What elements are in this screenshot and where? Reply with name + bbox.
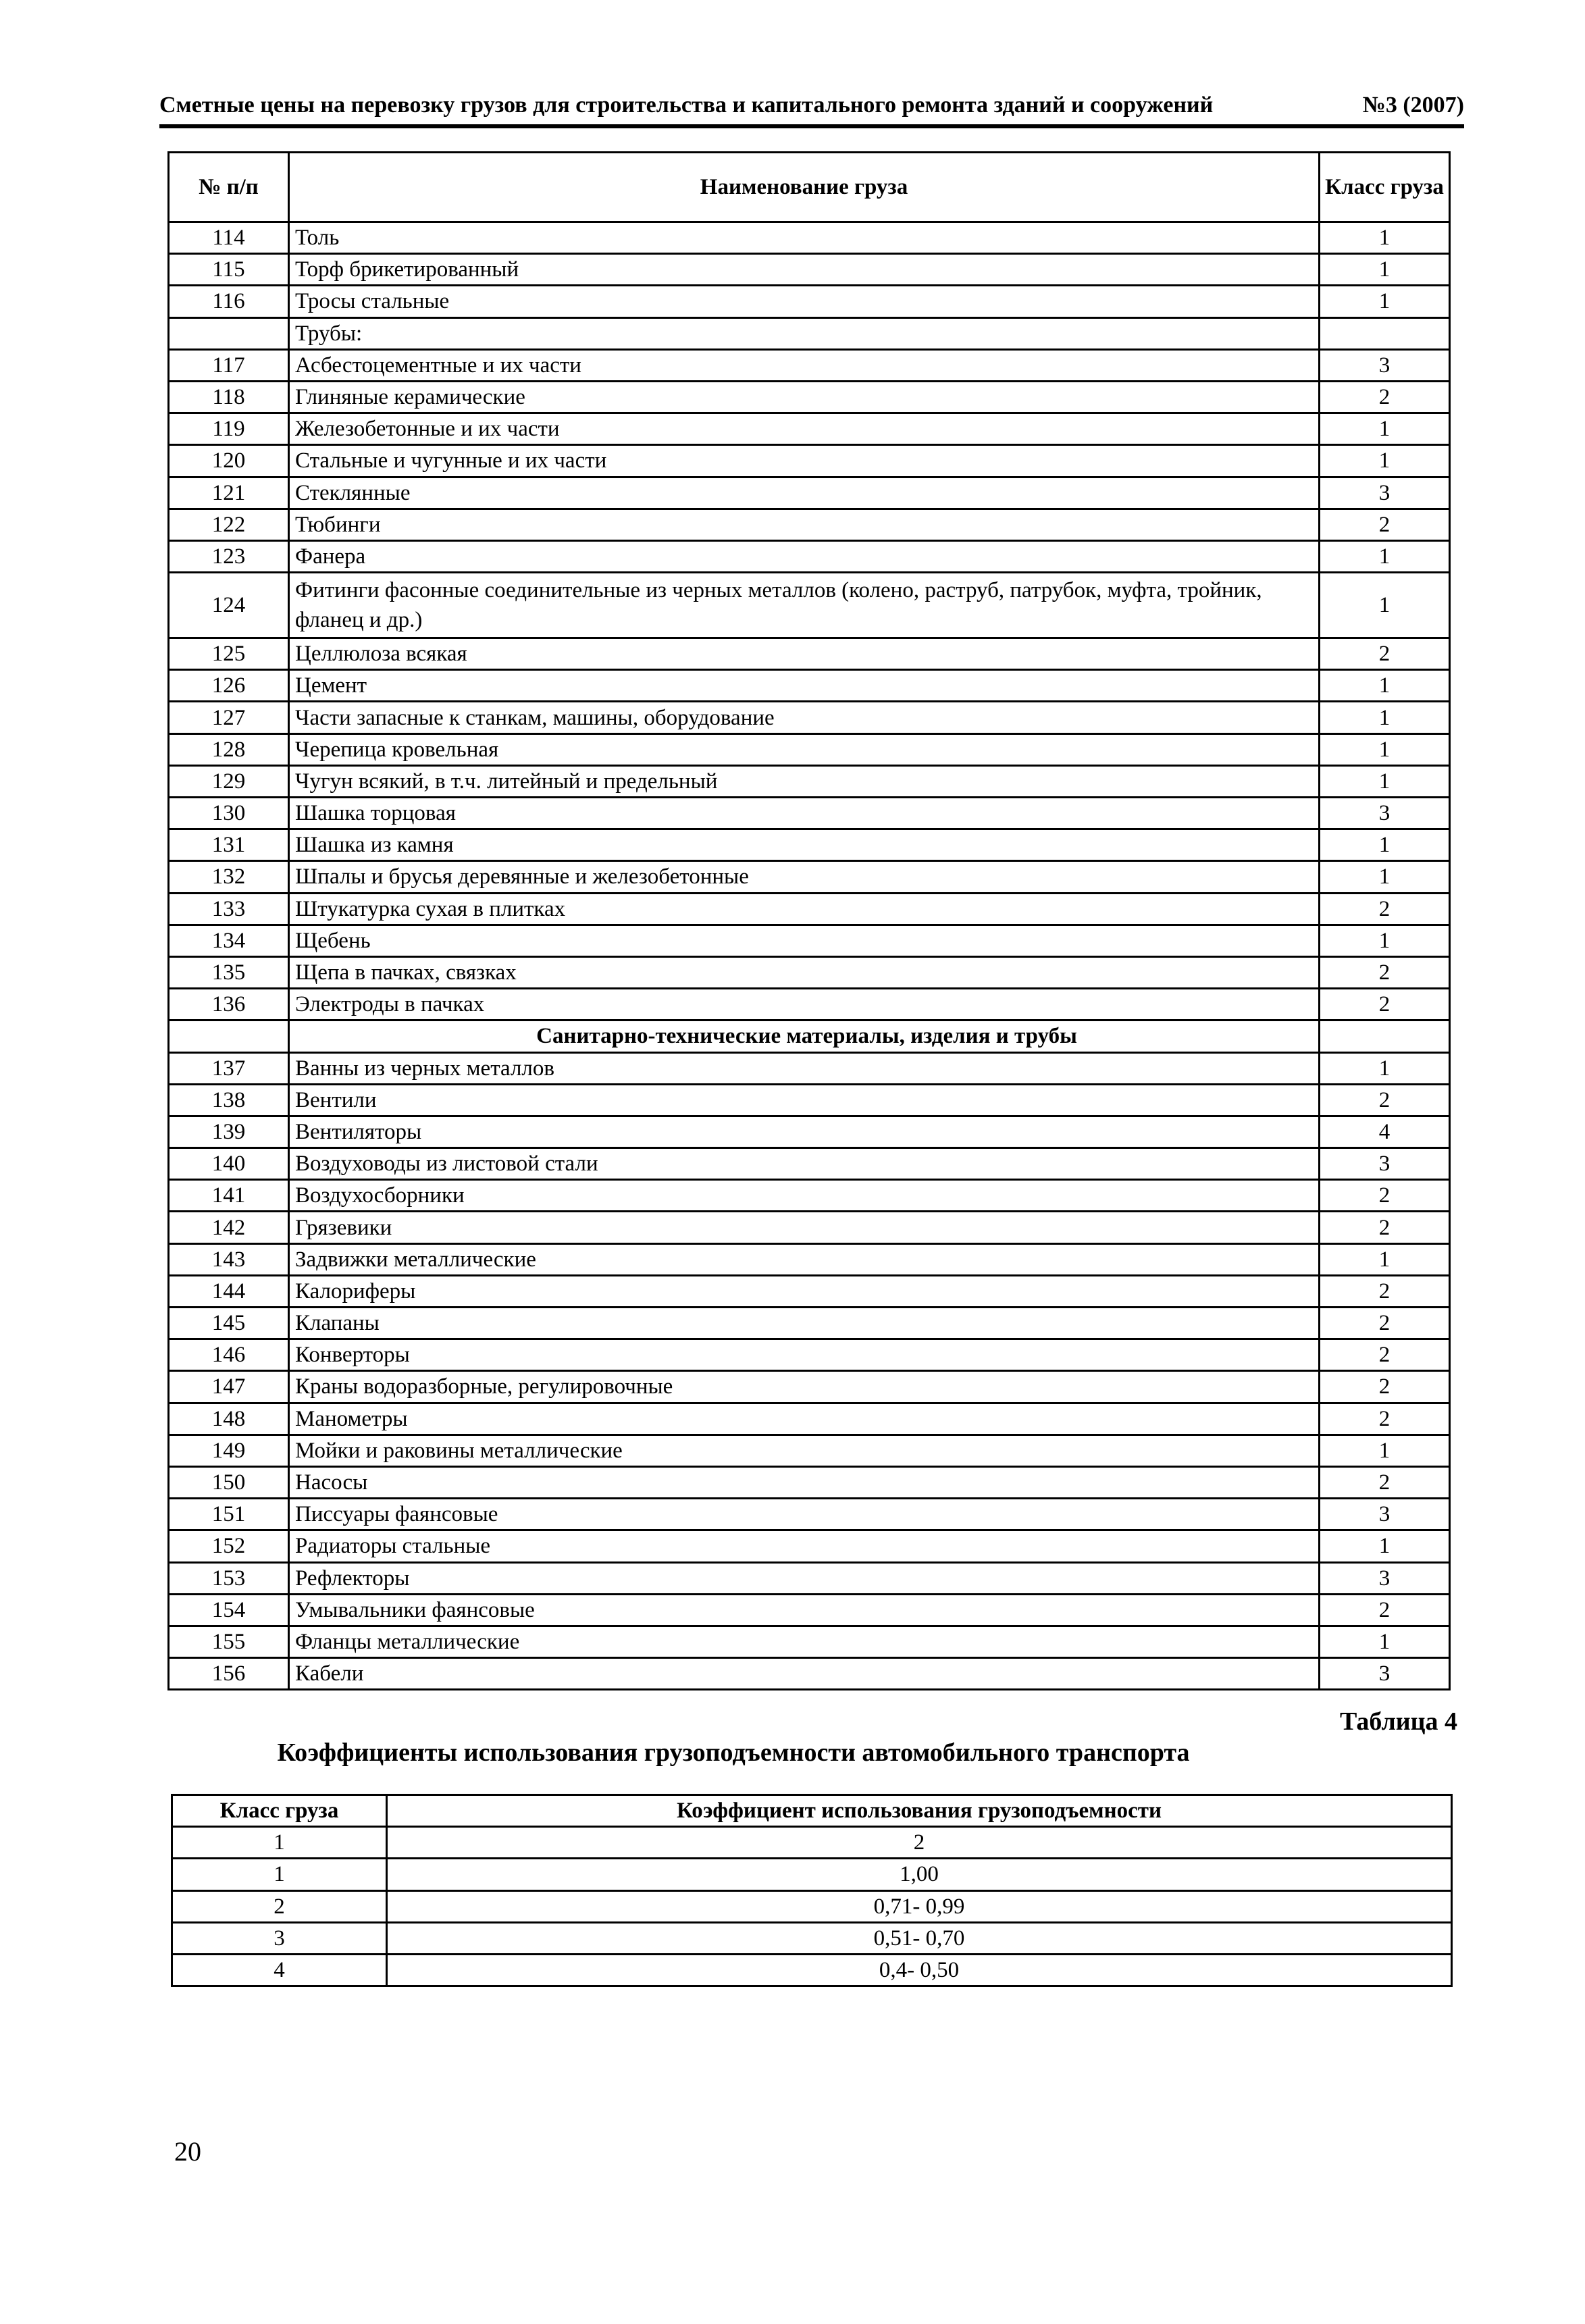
cell-name: Целлюлоза всякая bbox=[289, 638, 1320, 670]
cell-number: 128 bbox=[169, 733, 289, 765]
cell-name: Цемент bbox=[289, 670, 1320, 702]
table-row bbox=[169, 1052, 1450, 1084]
cell-number: 147 bbox=[169, 1371, 289, 1403]
cell-class: 1 bbox=[1320, 1530, 1450, 1562]
cell-name: Толь bbox=[289, 222, 1320, 254]
section-row bbox=[169, 1021, 1450, 1052]
header-title: Сметные цены на перевозку грузов для строительства и капитального ремонта зданий и сооружений bbox=[159, 93, 1214, 118]
table-row bbox=[172, 1890, 1452, 1922]
cell-coefficient: 0,71- 0,99 bbox=[387, 1890, 1452, 1922]
cell-class: 1 bbox=[1320, 670, 1450, 702]
cell-number: 129 bbox=[169, 765, 289, 797]
cell-class: 3 bbox=[1320, 349, 1450, 381]
cell-class: 1 bbox=[1320, 540, 1450, 572]
cell-class: 1 bbox=[172, 1859, 387, 1890]
cell-number: 142 bbox=[169, 1212, 289, 1243]
cell-name: Тросы стальные bbox=[289, 286, 1320, 317]
cell-name: Фитинги фасонные соединительные из черных металлов (колено, раструб, патрубок, муфта, тройник, фланец и др.) bbox=[289, 573, 1320, 638]
table-row bbox=[169, 573, 1450, 638]
cell-coefficient: 0,4- 0,50 bbox=[387, 1954, 1452, 1986]
cell-class: 3 bbox=[1320, 1148, 1450, 1180]
cell-name: Щебень bbox=[289, 925, 1320, 956]
cell-name: Торф брикетированный bbox=[289, 254, 1320, 286]
cell-name: Конверторы bbox=[289, 1339, 1320, 1371]
cell-number: 131 bbox=[169, 829, 289, 861]
table-row bbox=[169, 1530, 1450, 1562]
cell-number: 152 bbox=[169, 1530, 289, 1562]
cell-class: 2 bbox=[1320, 1308, 1450, 1339]
cell-class bbox=[1320, 317, 1450, 349]
cell-class: 1 bbox=[1320, 733, 1450, 765]
cargo-table-body bbox=[169, 222, 1450, 1690]
cell-number: 156 bbox=[169, 1658, 289, 1690]
cell-number: 122 bbox=[169, 509, 289, 540]
cell-number: 155 bbox=[169, 1626, 289, 1657]
cell-class: 2 bbox=[1320, 1594, 1450, 1626]
cell-class bbox=[1320, 1021, 1450, 1052]
table4-label: Таблица 4 bbox=[1340, 1707, 1458, 1736]
cell-class: 2 bbox=[1320, 381, 1450, 413]
col-header-number: № п/п bbox=[169, 153, 289, 222]
cell-number: 136 bbox=[169, 989, 289, 1021]
table-row bbox=[169, 1308, 1450, 1339]
cell-name: Фанера bbox=[289, 540, 1320, 572]
cell-name: Трубы: bbox=[289, 317, 1320, 349]
col-header-name: Наименование груза bbox=[289, 153, 1320, 222]
table-row bbox=[169, 1084, 1450, 1116]
cell-name: Манометры bbox=[289, 1403, 1320, 1435]
table4-title: Коэффициенты использования грузоподъемности автомобильного транспорта bbox=[277, 1738, 1190, 1767]
cell-name: Стеклянные bbox=[289, 477, 1320, 509]
table-row bbox=[169, 670, 1450, 702]
cell-class: 3 bbox=[1320, 1499, 1450, 1530]
cell-number: 138 bbox=[169, 1084, 289, 1116]
table-row bbox=[169, 1212, 1450, 1243]
cell-name: Шпалы и брусья деревянные и железобетонные bbox=[289, 861, 1320, 893]
cell-number: 151 bbox=[169, 1499, 289, 1530]
table-row bbox=[169, 1594, 1450, 1626]
table-row bbox=[169, 829, 1450, 861]
cell-coefficient: 1,00 bbox=[387, 1859, 1452, 1890]
cell-name: Задвижки металлические bbox=[289, 1243, 1320, 1275]
cell-number: 124 bbox=[169, 573, 289, 638]
cargo-class-table bbox=[167, 151, 1451, 1690]
cell-class: 2 bbox=[1320, 1339, 1450, 1371]
cell-number: 137 bbox=[169, 1052, 289, 1084]
cell-name: Фланцы металлические bbox=[289, 1626, 1320, 1657]
cell-name: Мойки и раковины металлические bbox=[289, 1435, 1320, 1466]
table-header-row bbox=[172, 1795, 1452, 1827]
cell-class: 1 bbox=[1320, 1243, 1450, 1275]
table-row bbox=[169, 893, 1450, 925]
cell-number: 148 bbox=[169, 1403, 289, 1435]
col-header-coefficient: Коэффициент использования грузоподъемности bbox=[387, 1795, 1452, 1827]
cell-class: 2 bbox=[1320, 1371, 1450, 1403]
table-header-row bbox=[169, 153, 1450, 222]
cell-name: Глиняные керамические bbox=[289, 381, 1320, 413]
table-row bbox=[169, 317, 1450, 349]
cell-number: 143 bbox=[169, 1243, 289, 1275]
cell-number: 140 bbox=[169, 1148, 289, 1180]
table-row bbox=[169, 956, 1450, 988]
cell-class: 2 bbox=[172, 1890, 387, 1922]
cell-name: Вентили bbox=[289, 1084, 1320, 1116]
cell-name: Вентиляторы bbox=[289, 1116, 1320, 1147]
cell-class: 1 bbox=[1320, 254, 1450, 286]
table-row bbox=[172, 1922, 1452, 1954]
table-row bbox=[169, 1403, 1450, 1435]
col-header-class: Класс груза bbox=[1320, 153, 1450, 222]
column-index: 2 bbox=[387, 1827, 1452, 1859]
cell-name: Чугун всякий, в т.ч. литейный и предельный bbox=[289, 765, 1320, 797]
cell-number: 144 bbox=[169, 1275, 289, 1307]
cell-number: 115 bbox=[169, 254, 289, 286]
table-row bbox=[169, 925, 1450, 956]
table-row bbox=[169, 861, 1450, 893]
cell-number: 130 bbox=[169, 798, 289, 829]
cell-class: 3 bbox=[1320, 1562, 1450, 1594]
cell-number: 125 bbox=[169, 638, 289, 670]
cell-number: 133 bbox=[169, 893, 289, 925]
table-row bbox=[169, 1339, 1450, 1371]
page-number: 20 bbox=[174, 2136, 201, 2167]
cell-name: Части запасные к станкам, машины, оборудование bbox=[289, 702, 1320, 733]
cell-class: 2 bbox=[1320, 1084, 1450, 1116]
cell-class: 2 bbox=[1320, 1212, 1450, 1243]
cell-class: 1 bbox=[1320, 1052, 1450, 1084]
col-header-class: Класс груза bbox=[172, 1795, 387, 1827]
cell-class: 1 bbox=[1320, 861, 1450, 893]
cell-number: 127 bbox=[169, 702, 289, 733]
cell-number: 146 bbox=[169, 1339, 289, 1371]
cell-class: 2 bbox=[1320, 1466, 1450, 1498]
cell-class: 3 bbox=[1320, 477, 1450, 509]
cell-name: Шашка торцовая bbox=[289, 798, 1320, 829]
cell-name: Краны водоразборные, регулировочные bbox=[289, 1371, 1320, 1403]
cell-name: Насосы bbox=[289, 1466, 1320, 1498]
cell-class: 2 bbox=[1320, 509, 1450, 540]
cell-number: 150 bbox=[169, 1466, 289, 1498]
coefficient-table-body bbox=[172, 1795, 1452, 1986]
table-row bbox=[169, 381, 1450, 413]
table-row bbox=[169, 1499, 1450, 1530]
cell-number: 154 bbox=[169, 1594, 289, 1626]
cell-class: 1 bbox=[1320, 413, 1450, 445]
cell-name: Воздуховоды из листовой стали bbox=[289, 1148, 1320, 1180]
cell-name: Тюбинги bbox=[289, 509, 1320, 540]
cell-class: 2 bbox=[1320, 638, 1450, 670]
table-row bbox=[169, 1180, 1450, 1212]
cell-number: 118 bbox=[169, 381, 289, 413]
cell-class: 1 bbox=[1320, 1626, 1450, 1657]
coefficient-table bbox=[171, 1794, 1453, 1987]
table-row bbox=[169, 638, 1450, 670]
table-row bbox=[172, 1859, 1452, 1890]
cell-class: 2 bbox=[1320, 1403, 1450, 1435]
cell-name: Ванны из черных металлов bbox=[289, 1052, 1320, 1084]
cell-number: 123 bbox=[169, 540, 289, 572]
cell-class: 2 bbox=[1320, 1275, 1450, 1307]
cell-number: 149 bbox=[169, 1435, 289, 1466]
cell-class: 1 bbox=[1320, 445, 1450, 477]
cell-name: Железобетонные и их части bbox=[289, 413, 1320, 445]
table-row bbox=[169, 765, 1450, 797]
cell-number: 134 bbox=[169, 925, 289, 956]
cell-name: Писсуары фаянсовые bbox=[289, 1499, 1320, 1530]
table-row bbox=[169, 1116, 1450, 1147]
cell-number: 114 bbox=[169, 222, 289, 254]
cell-name: Щепа в пачках, связках bbox=[289, 956, 1320, 988]
cell-number: 139 bbox=[169, 1116, 289, 1147]
cell-name: Воздухосборники bbox=[289, 1180, 1320, 1212]
cell-class: 2 bbox=[1320, 1180, 1450, 1212]
table-row bbox=[169, 477, 1450, 509]
cell-class: 4 bbox=[1320, 1116, 1450, 1147]
cell-number: 132 bbox=[169, 861, 289, 893]
cell-number: 119 bbox=[169, 413, 289, 445]
cell-name: Умывальники фаянсовые bbox=[289, 1594, 1320, 1626]
cell-class: 3 bbox=[1320, 1658, 1450, 1690]
cell-class: 1 bbox=[1320, 573, 1450, 638]
cell-number: 121 bbox=[169, 477, 289, 509]
cell-number: 145 bbox=[169, 1308, 289, 1339]
cell-number: 153 bbox=[169, 1562, 289, 1594]
cell-number: 141 bbox=[169, 1180, 289, 1212]
table-row bbox=[169, 222, 1450, 254]
cell-name: Кабели bbox=[289, 1658, 1320, 1690]
table-row bbox=[169, 509, 1450, 540]
cell-name: Асбестоцементные и их части bbox=[289, 349, 1320, 381]
table-row bbox=[169, 254, 1450, 286]
cell-class: 1 bbox=[1320, 1435, 1450, 1466]
table-row bbox=[169, 1658, 1450, 1690]
cell-name: Санитарно-технические материалы, изделия и трубы bbox=[289, 1021, 1320, 1052]
table-row bbox=[169, 540, 1450, 572]
cell-number bbox=[169, 1021, 289, 1052]
cell-name: Стальные и чугунные и их части bbox=[289, 445, 1320, 477]
table-row bbox=[169, 1562, 1450, 1594]
table-row bbox=[169, 733, 1450, 765]
column-index-row bbox=[172, 1827, 1452, 1859]
cell-number: 135 bbox=[169, 956, 289, 988]
cell-name: Грязевики bbox=[289, 1212, 1320, 1243]
cell-number: 120 bbox=[169, 445, 289, 477]
cell-number: 126 bbox=[169, 670, 289, 702]
cell-class: 3 bbox=[1320, 798, 1450, 829]
table-row bbox=[169, 413, 1450, 445]
cell-number: 116 bbox=[169, 286, 289, 317]
cell-name: Радиаторы стальные bbox=[289, 1530, 1320, 1562]
table-row bbox=[169, 349, 1450, 381]
cell-class: 4 bbox=[172, 1954, 387, 1986]
cell-class: 1 bbox=[1320, 765, 1450, 797]
table-row bbox=[169, 989, 1450, 1021]
cell-name: Электроды в пачках bbox=[289, 989, 1320, 1021]
table-row bbox=[169, 1626, 1450, 1657]
table-row bbox=[169, 1466, 1450, 1498]
table-row bbox=[169, 798, 1450, 829]
table-row bbox=[169, 1435, 1450, 1466]
table-row bbox=[169, 1275, 1450, 1307]
cell-name: Рефлекторы bbox=[289, 1562, 1320, 1594]
cell-class: 1 bbox=[1320, 222, 1450, 254]
cell-class: 2 bbox=[1320, 893, 1450, 925]
cell-class: 1 bbox=[1320, 829, 1450, 861]
table-row bbox=[169, 1148, 1450, 1180]
cell-class: 2 bbox=[1320, 989, 1450, 1021]
table-row bbox=[169, 445, 1450, 477]
cell-coefficient: 0,51- 0,70 bbox=[387, 1922, 1452, 1954]
table-row bbox=[169, 702, 1450, 733]
cell-number: 117 bbox=[169, 349, 289, 381]
cell-name: Черепица кровельная bbox=[289, 733, 1320, 765]
table-row bbox=[169, 1243, 1450, 1275]
cell-name: Штукатурка сухая в плитках bbox=[289, 893, 1320, 925]
column-index: 1 bbox=[172, 1827, 387, 1859]
table-row bbox=[172, 1954, 1452, 1986]
cell-name: Клапаны bbox=[289, 1308, 1320, 1339]
cell-class: 1 bbox=[1320, 925, 1450, 956]
cell-name: Шашка из камня bbox=[289, 829, 1320, 861]
running-header bbox=[159, 86, 1464, 128]
cell-number bbox=[169, 317, 289, 349]
cell-class: 1 bbox=[1320, 702, 1450, 733]
table-row bbox=[169, 286, 1450, 317]
table-row bbox=[169, 1371, 1450, 1403]
header-issue: №3 (2007) bbox=[1362, 93, 1464, 118]
cell-class: 1 bbox=[1320, 286, 1450, 317]
cell-class: 2 bbox=[1320, 956, 1450, 988]
cell-name: Калориферы bbox=[289, 1275, 1320, 1307]
cell-class: 3 bbox=[172, 1922, 387, 1954]
